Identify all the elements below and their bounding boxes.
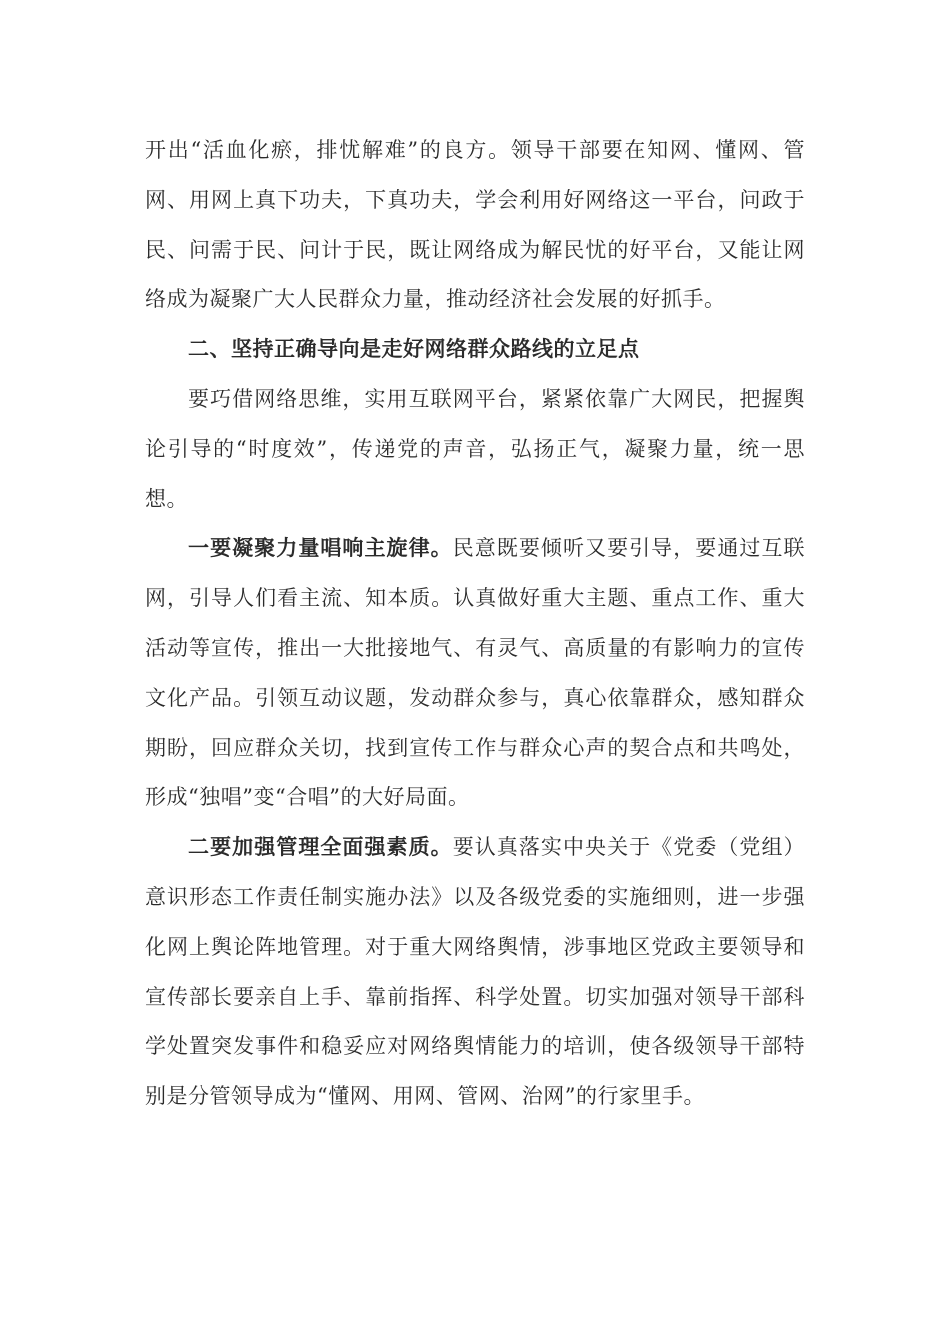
point-two-text: 要认真落实中央关于《党委（党组）意识形态工作责任制实施办法》以及各级党委的实施细则，进一步强化网上舆论阵地管理。对于重大网络舆情，涉事地区党政主要领导和宣传部长要亲自上手、靠前指挥、科学处置。切实加强对领导干部科学处置突发事件和稳妥应对网络舆情能力的培训，使各级领导干部特别是分管领导成为“懂网、用网、管网、治网”的行家里手。	[145, 835, 806, 1109]
section-heading: 二、坚持正确导向是走好网络群众路线的立足点	[188, 337, 640, 362]
paragraph-point-two	[145, 823, 805, 1122]
paragraph-point-one	[145, 524, 805, 823]
paragraph-intro: 要巧借网络思维，实用互联网平台，紧紧依靠广大网民，把握舆论引导的“时度效”，传递党的声音，弘扬正气，凝聚力量，统一思想。	[145, 386, 805, 511]
point-two-lead: 二要加强管理全面强素质。	[188, 835, 453, 860]
point-one-text: 民意既要倾听又要引导，要通过互联网，引导人们看主流、知本质。认真做好重大主题、重点工作、重大活动等宣传，推出一大批接地气、有灵气、高质量的有影响力的宣传文化产品。引领互动议题，发动群众参与，真心依靠群众，感知群众期盼，回应群众关切，找到宣传工作与群众心声的契合点和共鸣处，形成“独唱”变“合唱”的大好局面。	[145, 536, 806, 810]
paragraph-continuation: 开出“活血化瘀，排忧解难”的良方。领导干部要在知网、懂网、管网、用网上真下功夫，下真功夫，学会利用好网络这一平台，问政于民、问需于民、问计于民，既让网络成为解民忧的好平台，又能让网络成为凝聚广大人民群众力量，推动经济社会发展的好抓手。	[145, 138, 805, 312]
document-body	[145, 126, 805, 1122]
point-one-lead: 一要凝聚力量唱响主旋律。	[188, 536, 453, 561]
